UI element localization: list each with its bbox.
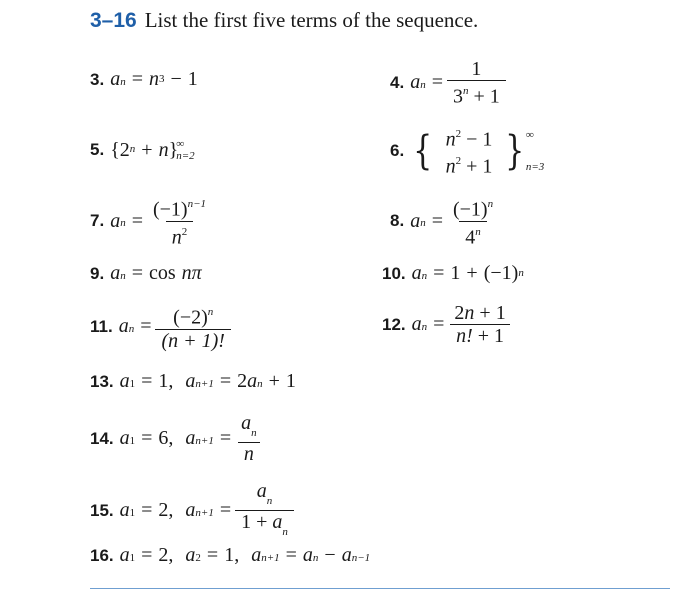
fraction: $\frac{1}{3^n + 1}$ <box>447 58 506 108</box>
exercise-15: 15. a $_1$ = 2 , a $_{n+1}$ = $\frac{a_n}{1 + a_n}$ <box>90 480 298 541</box>
exercise-range: 3–16 <box>90 9 137 32</box>
fraction: $n^2 - 1$ $n^2 + 1$ <box>445 128 493 178</box>
fraction: $\frac{(-1)^n}{4^n}$ <box>452 198 494 249</box>
exercise-10: 10. a $_n$ = 1 + (−1) $^n$ <box>382 262 524 284</box>
bottom-rule <box>90 588 670 589</box>
exercise-6: 6. { $n^2 - 1$ $n^2 + 1$ } ∞ n=3 <box>390 124 544 177</box>
exercise-instruction: List the first five terms of the sequence. <box>144 8 479 32</box>
fraction: $\frac{(-2)^n}{(n + 1)!}$ <box>155 302 230 352</box>
exercise-8: 8. a $_n$ = $\frac{(-1)^n}{4^n}$ <box>390 194 503 248</box>
exercise-9: 9. a $_n$ = cos nπ <box>90 262 202 284</box>
exercise-5: 5. { 2 $^n$ + n } ∞ n=2 <box>90 138 195 162</box>
exercise-header <box>90 8 478 33</box>
exercise-7: 7. a $_n$ = $\frac{(-1)^{n-1}}{n^2}$ <box>90 194 216 248</box>
exercise-13: 13. a $_1$ = 1 , a $_{n+1}$ = 2 a $_n$ + 1 <box>90 370 296 392</box>
exercise-14: 14. a $_1$ = 6 , a $_{n+1}$ = $\frac{a_n}{n}$ <box>90 412 267 465</box>
fraction: $\frac{(-1)^{n-1}}{n^2}$ <box>152 198 207 249</box>
fraction: $\frac{a_n}{n}$ <box>235 412 263 465</box>
exercise-11: 11. a $_n$ = $\frac{(-2)^n}{(n + 1)!}$ <box>90 302 235 352</box>
exercise-4: 4. a $_n$ = $\frac{1}{3^n + 1}$ <box>390 58 510 108</box>
fraction: $\frac{a_n}{1 + a_n}$ <box>235 480 294 541</box>
exercise-16: 16. a $_1$ = 2 , a $_2$ = 1 , a $_{n+1}$ = a $_n$ − a $_{n-1}$ <box>90 544 371 566</box>
exercise-12: 12. a $_n$ = $\frac{2n + 1}{n! + 1}$ <box>382 302 516 347</box>
exercise-3: 3. a $_n$ = n $^3$ − 1 <box>90 68 198 90</box>
fraction: $\frac{2n + 1}{n! + 1}$ <box>448 302 511 347</box>
